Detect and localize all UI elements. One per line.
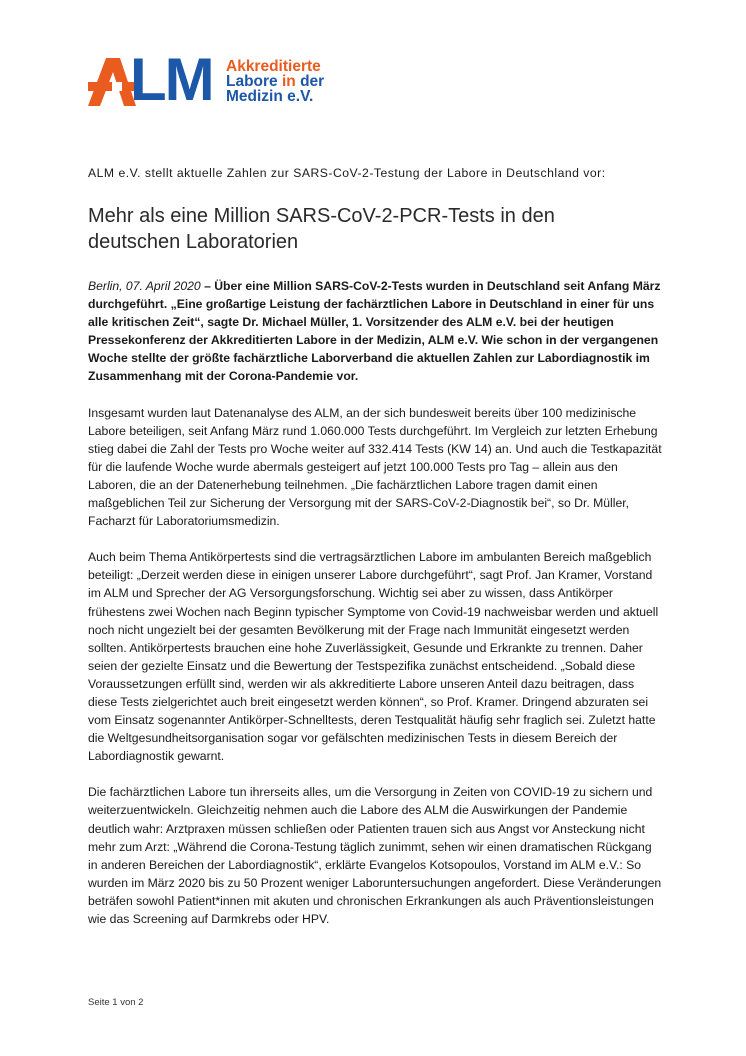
logo-wordmark <box>226 59 324 104</box>
logo-line-3: Medizin e.V. <box>226 88 314 105</box>
logo-line-2 <box>226 74 324 89</box>
page-title: Mehr als eine Million SARS-CoV-2-PCR-Tests in den deutschen Laboratorien <box>88 205 555 253</box>
lead-text: Über eine Million SARS-CoV-2-Tests wurden in Deutschland seit Anfang März durchgeführt. „Eine großartige Leistung der fachärztlichen Labore in Deutschland in einer für uns alle kritischen Zeit“, sagte Dr. Michael Müller, 1. Vorsitzender des ALM e.V. bei der heutigen Pressekonferenz der Akkreditierten Labore in der Medizin, ALM e.V. Wie schon in der vergangenen Woche stellte der größte fachärztliche Laborverband die aktuellen Zahlen zur Labordiagnostik im Zusammenhang mit der Corona-Pandemie vor. <box>88 279 661 384</box>
dateline-dash: – <box>200 279 215 293</box>
paragraph-3: Die fachärztlichen Labore tun ihrerseits alles, um die Versorgung in Zeiten von COVID-19 zu sichern und weiterzuentwickeln. Gleichzeitig nehmen auch die Labore des ALM die Auswirkungen der Pandemie deutlich wahr: Arztpraxen müssen schließen oder Patienten trauen sich aus Angst vor Ansteckung nicht mehr zum Arzt: „Während die Corona-Testung täglich zunimmt, sehen wir einen dramatischen Rückgang in anderen Bereichen der Labordiagnostik“, erklärte Evangelos Kotsopoulos, Vorstand im ALM e.V.: So wurden im März 2020 bis zu 50 Prozent weniger Laboruntersuchungen angefordert. Diese Veränderungen beträfen sowohl Patient*innen mit akuten und chronischen Erkrankungen als auch Präventionsleistungen wie das Screening auf Darmkrebs oder HPV. <box>88 785 662 926</box>
logo-line-2a: Labore <box>226 73 282 90</box>
logo-line-2b: in <box>281 73 296 90</box>
dateline: Berlin, 07. April 2020 <box>88 279 201 293</box>
alm-logo <box>88 46 325 113</box>
page-footer: Seite 1 von 2 <box>88 997 144 1008</box>
lead-paragraph <box>88 277 662 386</box>
logo-a-icon <box>88 58 136 106</box>
alm-logo-mark <box>88 46 228 113</box>
article-body <box>88 277 662 946</box>
logo-lm-letters: LM <box>130 46 213 113</box>
logo-line-1: Akkreditierte <box>226 58 321 75</box>
paragraph-2: Auch beim Thema Antikörpertests sind die vertragsärztlichen Labore im ambulanten Bereich maßgeblich beteiligt: „Derzeit werden diese in einigen unserer Labore durchgeführt“, sagt Prof. Jan Kramer, Vorstand im ALM und Sprecher der AG Versorgungsforschung. Wichtig sei aber zu wissen, dass Antikörper frühestens zwei Wochen nach Beginn typischer Symptome von Covid-19 nachweisbar werden und aktuell noch nicht ungezielt bei der gesamten Bevölkerung mit der Frage nach Immunität eingesetzt werden sollten. Antikörpertests brauchen eine hohe Zuverlässigkeit, Gesunde und Erkrankte zu trennen. Daher seien der gezielte Einsatz und die Bewertung der Testspezifika zunächst entscheidend. „Sobald diese Voraussetzungen erfüllt sind, werden wir als akkreditierte Labore unseren Anteil dazu beitragen, dass diese Tests zielgerichtet auch breit eingesetzt werden können“, so Prof. Kramer. Dringend abzuraten sei vom Einsatz sogenannter Antikörper-Schnelltests, deren Testqualität häufig sehr fraglich sei. Zuletzt hatte die Weltgesundheitsorganisation sogar vor gefälschten medizinischen Tests in diesem Bereich der Labordiagnostik gewarnt. <box>88 550 659 764</box>
logo-line-2c: der <box>295 73 325 90</box>
paragraph-1: Insgesamt wurden laut Datenanalyse des ALM, an der sich bundesweit bereits über 100 medizinische Labore beteiligen, seit Anfang März rund 1.060.000 Tests durchgeführt. Im Vergleich zur letzten Erhebung stieg dabei die Zahl der Tests pro Woche weiter auf 332.414 Tests (KW 14) an. Und auch die Testkapazität für die laufende Woche wurde abermals gesteigert auf jetzt 100.000 Tests pro Tag – allein aus den Laboren, die an der Datenerhebung teilnehmen. „Die fachärztlichen Labore tragen damit einen maßgeblichen Teil zur Sicherung der Versorgung mit der SARS-CoV-2-Diagnostik bei“, so Dr. Müller, Facharzt für Laboratoriumsmedizin. <box>88 405 662 529</box>
logo-a-letter: A <box>88 58 89 59</box>
intro-line: ALM e.V. stellt aktuelle Zahlen zur SARS-CoV-2-Testung der Labore in Deutschland vor: <box>88 166 606 180</box>
